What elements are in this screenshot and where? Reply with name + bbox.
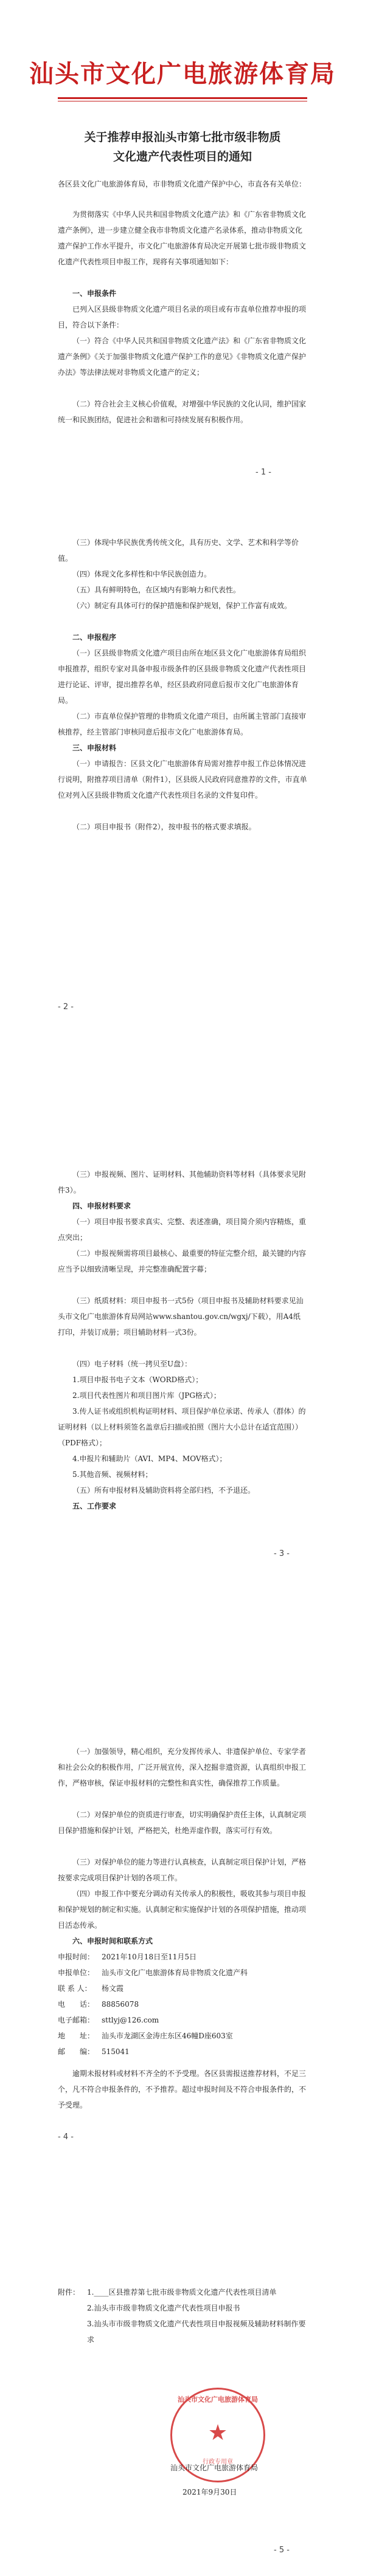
section-4-paragraph-5: （五）所有申报材料及辅助资料将全部归档，不予退还。 — [72, 1486, 255, 1495]
section-4-paragraph-3: （三）纸质材料：项目申报书一式5份（项目申报书及辅助材料要求见汕头市文化广电旅游体育局网站www.shantou.gov.cn/wgxj/下载），用A4纸打印，并装订成册；项目辅助材料一式3份。 — [58, 1297, 304, 1337]
page-number-5: - 5 - — [274, 2546, 290, 2555]
attachment-item: 2.汕头市市级非物质文化遗产代表性项目申报书 — [87, 2304, 240, 2312]
letterhead-rule — [58, 97, 307, 99]
list-item: 3.传人证书或组织机构证明材料、项目保护单位承诺、传承人（群体）的证明材料（以上材料须签名盖章后扫描或拍照（图片大小总计在适宜范围））（PDF格式）； — [58, 1407, 306, 1447]
list-item: 1.项目申报书电子文本（WORD格式）； — [72, 1375, 203, 1384]
section-1-paragraph-6: （五）具有鲜明特色，在区域内有影响力和代表性。 — [72, 586, 241, 594]
intro-paragraph: 为贯彻落实《中华人民共和国非物质文化遗产法》和《广东省非物质文化遗产条例》，进一步建立健全我市非物质文化遗产名录体系，推动非物质文化遗产保护工作水平提升，市文化广电旅游体育局决定开展第七批市级非物质文化遗产代表性项目申报工作，现将有关事项通知如下： — [58, 210, 307, 266]
seal-text: 汕头市文化广电旅游体育局 — [178, 2396, 258, 2403]
section-5-heading: 五、工作要求 — [72, 1502, 117, 1510]
attachment-item: 1.____区县推荐第七批市级非物质文化遗产代表性项目清单 — [87, 2288, 277, 2297]
section-3-paragraph-2: （二）项目申报书（附件2），按申报书的格式要求填报。 — [72, 823, 256, 831]
material-list — [58, 1372, 307, 1482]
section-5-paragraph-3: （三）对保护单位的能力等进行认真核查，认真制定项目保护计划，严格按要求完成项目保护计划的各项工作。 — [58, 1858, 307, 1882]
attachments-list — [87, 2284, 307, 2348]
section-1-paragraph-3: （二）符合社会主义核心价值观，对增强中华民族的文化认同，维护国家统一和民族团结，促进社会和谐和可持续发展有积极作用。 — [58, 400, 307, 424]
section-4-heading: 四、申报材料要求 — [72, 1202, 131, 1210]
section-1-heading: 一、申报条件 — [72, 289, 117, 298]
section-4-paragraph-1: （一）项目申报书要求真实、完整、表述准确，项目简介须内容精炼，重点突出； — [58, 1218, 307, 1242]
contact-email: 电子邮箱： sttlyj@126.com — [58, 2016, 159, 2024]
signature-date: 2021年9月30日 — [182, 2488, 237, 2496]
section-3-paragraph-3: （三）申报视频、图片、证明材料、其他辅助资料等材料（具体要求见附件3）。 — [58, 1170, 307, 1194]
section-2-paragraph-1: （一）区县级非物质文化遗产项目由所在地区县文化广电旅游体育局组织申报推荐，组织专家对具备申报市级条件的区县级非物质文化遗产代表性项目进行论证、评审，提出推荐名单，经区县政府同意后报市文化广电旅游体育局。 — [58, 649, 307, 705]
salutation: 各区县文化广电旅游体育局，市非物质文化遗产保护中心，市直各有关单位： — [58, 180, 307, 188]
section-1-paragraph-5: （四）体现文化多样性和中华民族创造力。 — [72, 570, 212, 578]
list-item: 5.其他音频、视频材料； — [72, 1470, 153, 1479]
section-4-paragraph-4: （四）电子材料（统一拷贝至U盘）： — [72, 1360, 192, 1368]
document-title-line-2: 文化遗产代表性项目的通知 — [113, 150, 252, 163]
seal-bottom-text: 行政专用章 — [203, 2459, 233, 2465]
contact-phone: 电 话： 88856078 — [58, 2000, 139, 2009]
section-1-paragraph-2: （一）符合《中华人民共和国非物质文化遗产法》和《广东省非物质文化遗产条例》《关于加强非物质文化遗产保护工作的意见》《非物质文化遗产保护办法》等法律法规对非物质文化遗产的定义； — [58, 337, 307, 377]
signature-organization: 汕头市文化广电旅游体育局 — [170, 2464, 259, 2472]
page-number-3: - 3 - — [274, 1549, 290, 1558]
contact-time: 申报时间： 2021年10月18日至11月5日 — [58, 1953, 196, 1961]
section-5-paragraph-1: （一）加强领导，精心组织，充分发挥传承人、非遗保护单位、专家学者和社会公众的积极作用，广泛开展宣传，深入挖掘非遗资源，认真组织申报工作，严格审核，保证申报材料的完整性和真实性，确保推荐工作质量。 — [58, 1747, 307, 1787]
closing-paragraph: 逾期未报材料或材料不齐全的不予受理。各区县需报送推荐材料，不足三个，凡不符合申报条件的，不予推荐。超过申报时间及不符合申报条件的，不予受理。 — [58, 2069, 307, 2109]
attachments-block — [58, 2284, 307, 2348]
section-2-heading: 二、申报程序 — [72, 633, 117, 642]
section-2-paragraph-2: （二）市直单位保护管理的非物质文化遗产项目，由所属主管部门直接审核推荐，经主管部门审核同意后报市文化广电旅游体育局。 — [58, 712, 307, 736]
contact-person: 联 系 人： 杨文霞 — [58, 1984, 124, 1993]
attachments-label: 附件： — [58, 2288, 80, 2297]
list-item: 4.申报片和辅助片（AVI、MP4、MOV格式）； — [72, 1454, 227, 1463]
section-5-paragraph-2: （二）对保护单位的资质进行审查，切实明确保护责任主体，认真制定项目保护措施和保护计划，严格把关，杜绝弄虚作假，落实可行有效。 — [58, 1810, 307, 1835]
letterhead-title: 汕头市文化广电旅游体育局 — [29, 60, 336, 88]
contact-block — [58, 1949, 307, 2060]
section-1-paragraph-1: 已列入区县级非物质文化遗产项目名录的项目或有市直单位推荐申报的项目，符合以下条件： — [58, 305, 307, 329]
contact-zip: 邮 编： 515041 — [58, 2047, 130, 2056]
attachments-row — [58, 2284, 307, 2348]
contact-address: 地 址： 汕头市龙湖区金涛庄东区46幢D座603室 — [58, 2032, 233, 2040]
contact-unit: 申报单位： 汕头市文化广电旅游体育局非物质文化遗产科 — [58, 1968, 248, 1977]
section-3-paragraph-1: （一）申请报告：区县文化广电旅游体育局需对推荐申报工作总体情况进行说明，附推荐项目清单（附件1），区县级人民政府同意推荐的文件，市直单位对列入区县级非物质文化遗产代表性项目名录的文件复印件。 — [58, 759, 307, 800]
section-3-heading: 三、申报材料 — [72, 744, 117, 752]
section-4-paragraph-2: （二）申报视频需将项目最核心、最重要的特征完整介绍，最关键的内容应当予以细致清晰呈现，并完整准确配置字幕； — [58, 1249, 307, 1273]
section-6-heading: 六、申报时间和联系方式 — [72, 1937, 153, 1945]
section-5-paragraph-4: （四）申报工作中要充分调动有关传承人的积极性，吸收其参与项目申报和保护规划的制定和实施。认真制定和实施保护计划的各项保护措施，推动项目活态传承。 — [58, 1889, 307, 1930]
page-number-2: - 2 - — [58, 1002, 74, 1012]
list-item: 2.项目代表性图片和项目图片库（JPG格式）； — [72, 1391, 221, 1400]
page-number-1: - 1 - — [255, 468, 271, 477]
attachment-item: 3.汕头市市级非物质文化遗产代表性项目申报视频及辅助材料制作要求 — [87, 2320, 306, 2344]
page-number-4: - 4 - — [58, 2132, 74, 2142]
document-title — [58, 128, 307, 166]
section-1-paragraph-4: （三）体现中华民族优秀传统文化，具有历史、文学、艺术和科学等价值。 — [58, 538, 299, 563]
section-1-paragraph-7: （六）制定有具体可行的保护措施和保护规划，保护工作富有成效。 — [72, 601, 292, 610]
document-title-line-1: 关于推荐申报汕头市第七批市级非物质 — [84, 131, 281, 144]
seal-star-icon: ★ — [207, 2420, 228, 2445]
